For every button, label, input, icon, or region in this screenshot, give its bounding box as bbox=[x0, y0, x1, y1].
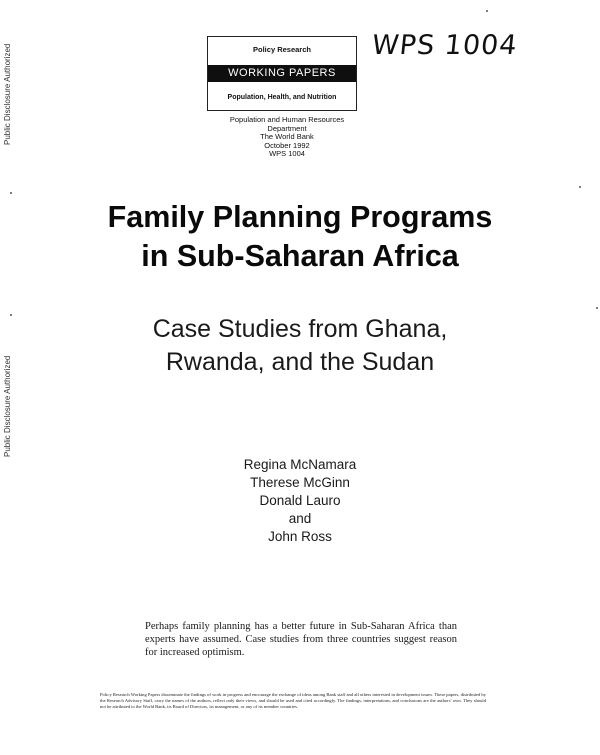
scan-speck bbox=[10, 192, 12, 194]
document-title bbox=[30, 198, 570, 276]
series-subtitle: Population, Health, and Nutrition bbox=[227, 94, 337, 101]
author-name: Donald Lauro bbox=[259, 493, 341, 508]
title-line: in Sub-Saharan Africa bbox=[141, 239, 459, 273]
scan-speck bbox=[579, 186, 581, 188]
department-block bbox=[200, 116, 374, 159]
author-list bbox=[200, 456, 400, 546]
author-name: Therese McGinn bbox=[250, 475, 350, 490]
side-disclosure-note-top: Public Disclosure Authorized bbox=[3, 43, 12, 145]
scan-speck bbox=[596, 307, 598, 309]
subtitle-line: Case Studies from Ghana, bbox=[152, 315, 448, 343]
author-connector: and bbox=[288, 511, 312, 526]
author-name: John Ross bbox=[268, 529, 332, 544]
scan-speck bbox=[486, 10, 488, 12]
abstract-paragraph: Perhaps family planning has a better future in Sub-Saharan Africa than experts have assumed. Case studies from three countries suggest reason for increased optimism. bbox=[145, 621, 457, 658]
department-line: The World Bank bbox=[260, 132, 314, 142]
department-line: October 1992 bbox=[264, 140, 310, 150]
department-line: WPS 1004 bbox=[269, 149, 305, 159]
series-band: WORKING PAPERS bbox=[208, 65, 356, 82]
handwritten-number: WPS 1004 bbox=[370, 30, 520, 61]
document-subtitle bbox=[30, 313, 570, 379]
department-line: Population and Human Resources bbox=[229, 115, 345, 124]
title-line: Family Planning Programs bbox=[107, 200, 493, 234]
author-name: Regina McNamara bbox=[243, 457, 357, 472]
department-line: Department bbox=[267, 123, 307, 133]
series-box bbox=[207, 36, 357, 111]
subtitle-line: Rwanda, and the Sudan bbox=[165, 348, 435, 376]
disclaimer-footnote: Policy Research Working Papers disseminate the findings of work in progress and encourage the exchange of ideas among Bank staff and all others interested in development issues. These papers, distributed by the Research Advisory Staff, carry the names of the authors, reflect only their views, and should be used and cited accordingly. The findings, interpretations, and conclusions are the authors' own. They should not be attributed to the World Bank, its Board of Directors, its management, or any of its member countries. bbox=[100, 692, 486, 709]
scan-speck bbox=[10, 314, 12, 316]
series-top-line: Policy Research bbox=[253, 45, 311, 54]
side-disclosure-note-bottom: Public Disclosure Authorized bbox=[3, 355, 12, 457]
